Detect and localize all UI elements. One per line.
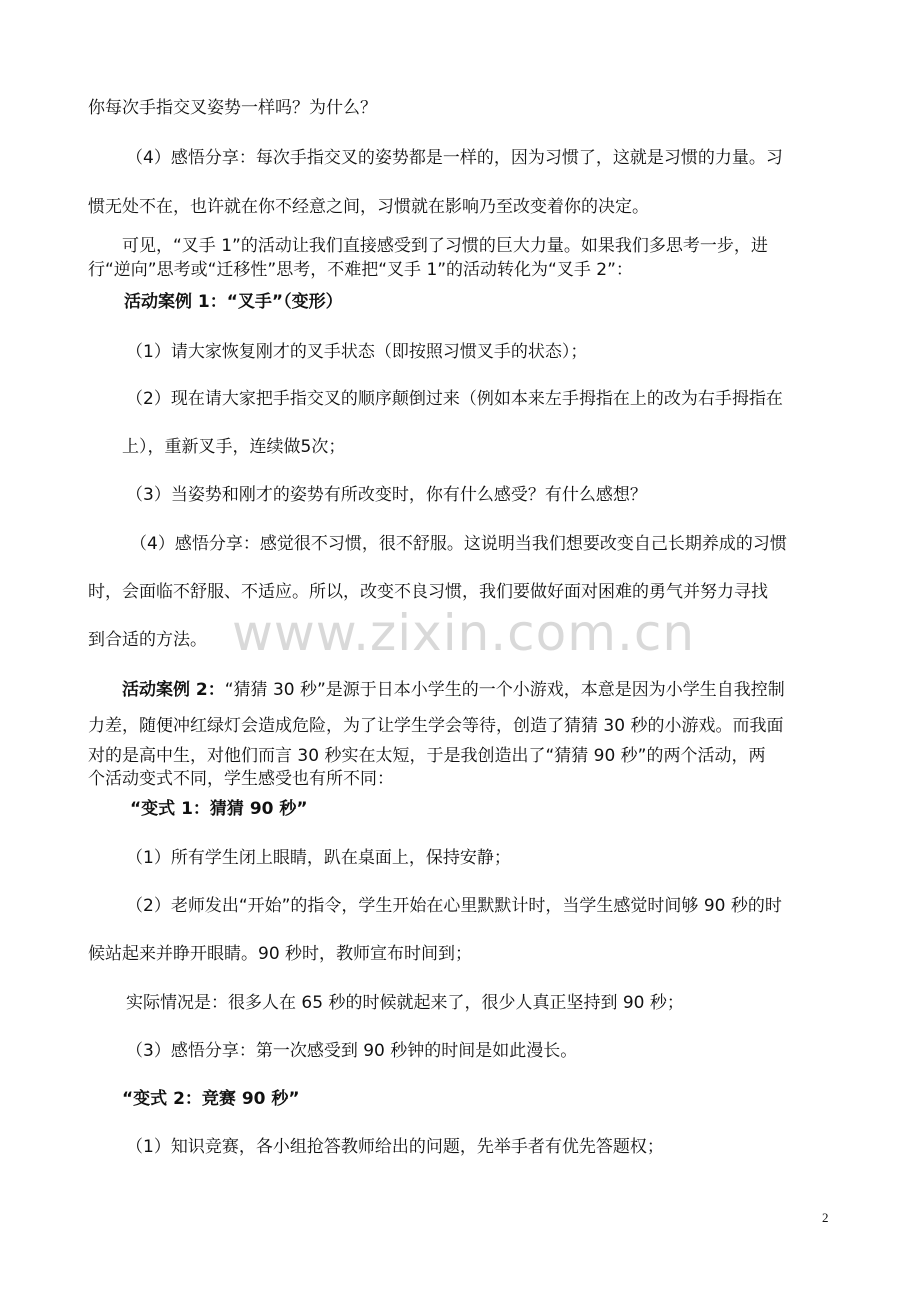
page-number: 2 — [822, 1210, 829, 1225]
watermark: www.zixin.com.cn — [232, 604, 696, 662]
paragraph-line: 个活动变式不同，学生感受也有所不同： — [88, 769, 394, 789]
paragraph-line: 惯无处不在，也许就在你不经意之间，习惯就在影响乃至改变着你的决定。 — [88, 197, 649, 217]
paragraph-line: 对的是高中生，对他们而言 30 秒实在太短，于是我创造出了“猜猜 90 秒”的两个活动，两 — [88, 746, 766, 766]
paragraph-line: （1）请大家恢复刚才的叉手状态（即按照习惯叉手的状态）； — [126, 342, 588, 362]
paragraph-line: 时，会面临不舒服、不适应。所以，改变不良习惯，我们要做好面对困难的勇气并努力寻找 — [88, 582, 768, 602]
paragraph-line: （4）感悟分享：感觉很不习惯，很不舒服。这说明当我们想要改变自己长期养成的习惯 — [130, 534, 787, 554]
paragraph-line-case-2 — [122, 680, 785, 700]
paragraph-line: （1）知识竞赛，各小组抢答教师给出的问题，先举手者有优先答题权； — [126, 1137, 664, 1157]
section-heading-variant-2: “变式 2：竞赛 90 秒” — [122, 1089, 300, 1109]
paragraph-line: 行“逆向”思考或“迁移性”思考，不难把“叉手 1”的活动转化为“叉手 2”： — [88, 260, 633, 280]
paragraph-line: 上），重新叉手，连续做5次； — [122, 437, 346, 457]
paragraph-line: 实际情况是：很多人在 65 秒的时候就起来了，很少人真正坚持到 90 秒； — [126, 993, 684, 1013]
paragraph-line: 候站起来并睁开眼睛。90 秒时，教师宣布时间到； — [88, 944, 473, 964]
case-2-label: 活动案例 2： — [122, 680, 225, 700]
paragraph-line: （2）现在请大家把手指交叉的顺序颠倒过来（例如本来左手拇指在上的改为右手拇指在 — [126, 389, 783, 409]
section-heading-variant-1: “变式 1：猜猜 90 秒” — [130, 799, 308, 819]
paragraph-line: （4）感悟分享：每次手指交叉的姿势都是一样的，因为习惯了，这就是习惯的力量。习 — [126, 148, 783, 168]
paragraph-line: 到合适的方法。 — [88, 630, 207, 650]
paragraph-line: （2）老师发出“开始”的指令，学生开始在心里默默计时，当学生感觉时间够 90 秒的时 — [126, 896, 782, 916]
paragraph-line: 力差，随便冲红绿灯会造成危险，为了让学生学会等待，创造了猜猜 30 秒的小游戏。而我面 — [88, 716, 784, 736]
paragraph-line: （3）当姿势和刚才的姿势有所改变时，你有什么感受？有什么感想？ — [126, 485, 647, 505]
section-heading-case-1: 活动案例 1：“叉手”（变形） — [124, 292, 343, 312]
paragraph-line: 可见，“叉手 1”的活动让我们直接感受到了习惯的巨大力量。如果我们多思考一步，进 — [122, 236, 768, 256]
case-2-text: “猜猜 30 秒”是源于日本小学生的一个小游戏，本意是因为小学生自我控制 — [224, 680, 785, 700]
paragraph-line: （3）感悟分享：第一次感受到 90 秒钟的时间是如此漫长。 — [126, 1041, 578, 1061]
paragraph-line: 你每次手指交叉姿势一样吗？为什么？ — [88, 98, 377, 118]
paragraph-line: （1）所有学生闭上眼睛，趴在桌面上，保持安静； — [126, 848, 511, 868]
